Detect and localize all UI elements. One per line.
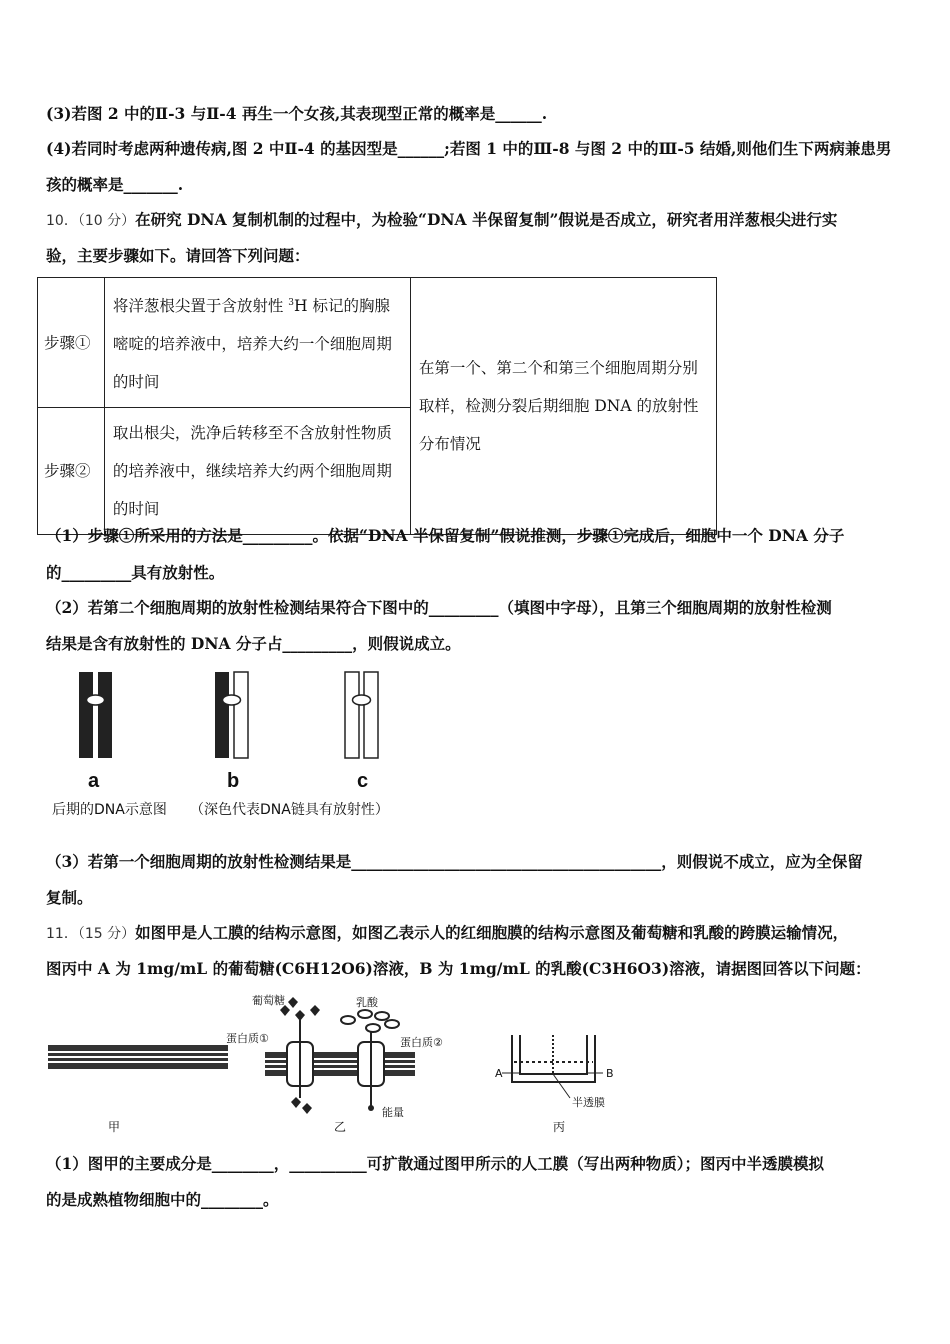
q10-intro-line2: 验，主要步骤如下。请回答下列问题： bbox=[46, 246, 310, 265]
energy-label: 能量 bbox=[382, 1106, 404, 1119]
dna-b bbox=[215, 672, 248, 758]
step2-label: 步骤② bbox=[38, 408, 105, 535]
q10-sub2-line2: 结果是含有放射性的 DNA 分子占_________，则假说成立。 bbox=[46, 634, 461, 653]
q10-sub1-line2: 的_________具有放射性。 bbox=[46, 563, 225, 582]
q10-number: 10．（10 分） bbox=[46, 213, 136, 229]
q9-part3: (3)若图 2 中的Ⅱ-3 与Ⅱ-4 再生一个女孩,其表现型正常的概率是______. bbox=[46, 104, 548, 123]
fig-bing-label: 丙 bbox=[553, 1120, 566, 1134]
step1-sup: 3 bbox=[288, 298, 295, 308]
q11-intro-line1 bbox=[46, 923, 848, 944]
lactic-molecules bbox=[341, 1010, 399, 1032]
step2-text: 取出根尖，洗净后转移至不含放射性物质的培养液中，继续培养大约两个细胞周期的时间 bbox=[104, 408, 410, 535]
q10-sub3-line1: （3）若第一个细胞周期的放射性检测结果是________________________________________，则假说不成立，应为全保留 bbox=[46, 852, 863, 871]
dna-caption-left: 后期的DNA示意图 bbox=[52, 802, 167, 818]
q11-sub1-line1: （1）图甲的主要成分是________，__________可扩散通过图甲所示的人工膜（写出两种物质）；图丙中半透膜模拟 bbox=[46, 1154, 825, 1173]
q11-number: 11．（15 分） bbox=[46, 926, 136, 942]
step1-text bbox=[104, 278, 410, 408]
dna-a bbox=[79, 672, 112, 758]
dna-caption-right: （深色代表DNA链具有放射性） bbox=[190, 802, 389, 818]
membrane-figure bbox=[40, 990, 640, 1130]
detection-text: 在第一个、第二个和第三个细胞周期分别取样，检测分裂后期细胞 DNA 的放射性分布情况 bbox=[410, 278, 716, 535]
protein2-label: 蛋白质② bbox=[400, 1036, 443, 1049]
energy-dot bbox=[368, 1105, 374, 1111]
q11-intro-line2: 图丙中 A 为 1mg/mL 的葡萄糖(C6H12O6)溶液，B 为 1mg/mL 的乳酸(C3H6O3)溶液，请据图回答以下问题： bbox=[46, 959, 871, 978]
fig-yi-label: 乙 bbox=[334, 1120, 347, 1134]
step1-label: 步骤① bbox=[38, 278, 105, 408]
q10-steps-table bbox=[37, 277, 717, 535]
dna-label-a: a bbox=[88, 770, 100, 792]
membrane-label: 半透膜 bbox=[572, 1096, 605, 1109]
tube-label-b: B bbox=[606, 1067, 614, 1080]
step1-text-b: H 标记的胸腺嘧啶的培养液中，培养大约一个细胞周期的时间 bbox=[112, 297, 392, 392]
q10-sub2-line1: （2）若第二个细胞周期的放射性检测结果符合下图中的_________（填图中字母），且第三个细胞周期的放射性检测 bbox=[46, 598, 832, 617]
glucose-label: 葡萄糖 bbox=[252, 994, 285, 1007]
lactic-label: 乳酸 bbox=[356, 996, 378, 1009]
q9-part4-line1: (4)若同时考虑两种遗传病,图 2 中Ⅱ-4 的基因型是______;若图 1 中的Ⅲ-8 与图 2 中的Ⅲ-5 结婚,则他们生下两病兼患男 bbox=[46, 139, 892, 158]
q11-sub1-line2: 的是成熟植物细胞中的________。 bbox=[46, 1190, 279, 1209]
dna-label-b: b bbox=[227, 770, 240, 792]
q10-intro-line1 bbox=[46, 210, 837, 231]
q10-sub1-line1: （1）步骤①所采用的方法是_________。依据“DNA 半保留复制”假说推测，步骤①完成后，细胞中一个 DNA 分子 bbox=[46, 526, 845, 545]
q10-sub3-line2: 复制。 bbox=[46, 888, 93, 907]
dna-c bbox=[345, 672, 378, 758]
fig-jia-label: 甲 bbox=[108, 1120, 121, 1134]
dna-label-c: c bbox=[357, 770, 369, 792]
q9-part4-line2: 孩的概率是_______. bbox=[46, 175, 184, 194]
step1-text-a: 将洋葱根尖置于含放射性 bbox=[112, 297, 289, 316]
q11-intro-text: 如图甲是人工膜的结构示意图，如图乙表示人的红细胞膜的结构示意图及葡萄糖和乳酸的跨膜运输情况， bbox=[135, 923, 849, 942]
tube-label-a: A bbox=[495, 1067, 503, 1080]
protein1-label: 蛋白质① bbox=[226, 1032, 269, 1045]
dna-figure bbox=[70, 668, 390, 763]
artificial-membrane bbox=[48, 1045, 228, 1069]
q10-intro-text: 在研究 DNA 复制机制的过程中，为检验“DNA 半保留复制”假说是否成立，研究者用洋葱根尖进行实 bbox=[135, 210, 838, 229]
